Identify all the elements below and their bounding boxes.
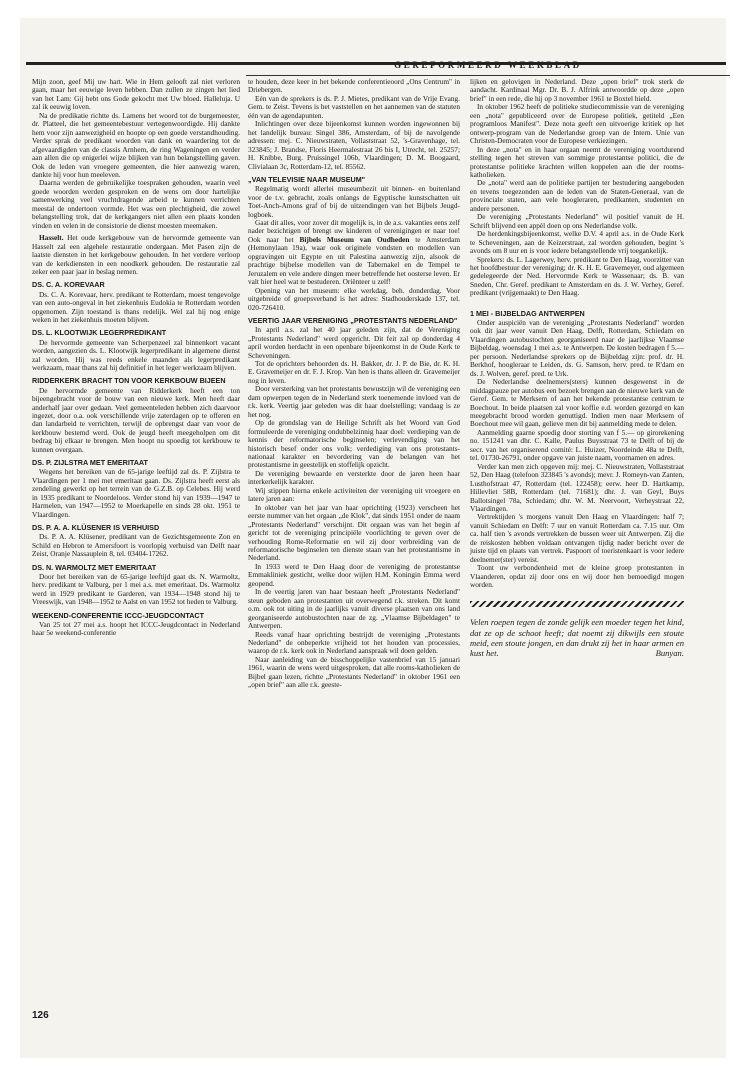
decorative-divider bbox=[470, 601, 684, 607]
paragraph: lijken en gelovigen in Nederland. Deze „open brief" trok sterk de aandacht. Kardinaal Mgr. Dr. B. J. Alfrink antwoordde op deze „open brief" in een rede, die hij op 3 november 1961 te Boxtel hield. bbox=[470, 77, 684, 103]
heading-korevaar: DS. C. A. KOREVAAR bbox=[32, 280, 105, 290]
paragraph: Verder kan men zich opgeven mij: mej. C. Nieuwstraten, Vollaststraat 52, Den Haag (telefoon 323845 's avonds); mevr. J. Romeyn-van Zanten, Lusthofstraat 47, Rotterdam (tel. 122458); eerw. heer D. Hartkamp, Hillevliet 58B, Rotterdam (tel. 71681); dhr. J. van Geyl, Buys Ballotsingel 78a, Schiedam; dhr. W. M. Neervoort, Verheystraat 22, Vlaardingen. bbox=[470, 461, 684, 513]
paragraph: De hervormde gemeente van Scherpenzeel zal binnenkort vacant worden, aangezien ds. L. Klootwijk legerpredikant in algemene dienst zal worden. Hij was reeds enkele maanden als legerpredikant werkzaam, maar thans zal hij definitief in het leger werkzaam blijven. bbox=[32, 337, 240, 372]
column-1 bbox=[32, 78, 240, 638]
paragraph: Ds. P. A. A. Klüsener, predikant van de Gezichtsgemeente Zon en Schild en Hebron te Amersfoort is voorlopig verhuisd van Delft naar Zeist, Oranje Nassauplein 8, tel. 03404-17262. bbox=[32, 532, 240, 559]
page-number: 126 bbox=[32, 1010, 49, 1021]
header-rule bbox=[246, 75, 730, 76]
column-2 bbox=[248, 78, 460, 690]
heading-klootwijk: DS. L. KLOOTWIJK LEGERPREDIKANT bbox=[32, 328, 167, 338]
paragraph: In oktober van het jaar van haar oprichting (1923) verscheen het eerste nummer van het orgaan „de Klok", dat sinds 1951 onder de naam „Protestants Nederland" verschijnt. Dit orgaan was van het begin af gericht tot de vereniging principiële voorlichting te geven over de verhouding Rome-Reformatie en wil zij door verbreiding van de reformatorische beginselen ten dienste staan van het protestantisme in Nederland. bbox=[248, 502, 460, 563]
column-3 bbox=[470, 78, 684, 658]
heading-ridderkerk: RIDDERKERK BRACHT TON VOOR KERKBOUW BIJEEN bbox=[32, 376, 226, 386]
paragraph: De vereniging „Protestants Nederland" wil positief vanuit de H. Schrift blijvend een appèl doen op ons Nederlandse volk. bbox=[470, 212, 684, 230]
paragraph: Sprekers: ds. L. Lagerwey, herv. predikant te Den Haag, voorzitter van het hoofdbestuur der vereniging; dr. K. H. E. Gravemeyer, oud algemeen gedelegeerde der Ned. Hervormde Kerk te Wassenaar; ds. B. van Sneden, Chr. Geref. predikant te Amsterdam en ds. J. W. Verhey, Geref. predikant (vrijgemaakt) te Den Haag. bbox=[470, 254, 684, 298]
paragraph: In april a.s. zal het 40 jaar geleden zijn, dat de Vereniging „Protestants Nederland" werd opgericht. Dit feit zal op donderdag 4 april worden herdacht in een openbare bijeenkomst in de Oude Kerk te Scheveningen. bbox=[248, 325, 460, 360]
paragraph: Naar aanleiding van de bisschoppelijke vastenbrief van 15 januari 1961, waarin de wens werd uitgesproken, dat alle rooms-katholieken de Bijbel gaan lezen, richtte „Protestants Nederland" in oktober 1961 een „open brief" aan alle r.k. geeste- bbox=[248, 654, 460, 690]
paragraph: Regelmatig wordt allerlei museumbezit uit binnen- en buitenland voor de t.v. gebracht, zoals onlangs de Egyptische kunstschatten uit Toet-Anch-Amons graf of bij de uitzendingen van het Bijbels Jeugd-logboek. bbox=[248, 184, 460, 219]
paragraph: Wij stippen hierna enkele activiteiten der vereniging uit vroegere en latere jaren aan: bbox=[248, 485, 460, 504]
paragraph: In oktober 1962 heeft de politieke studiecommissie van de vereniging een „nota" gepubliceerd over de Europese politiek, getiteld „Een programloos Manifest". Deze nota geeft een uitvoerige kritiek op het ontwerp-program van de Nederlandse groep van de Intern. Unie van Christen-Democraten voor de Europese verkiezingen. bbox=[470, 102, 684, 146]
quote-bunyan bbox=[470, 617, 684, 658]
quote-text: Velen roepen tegen de zonde gelijk een moeder tegen het kind, dat ze op de schoot heeft; dat noemt zij dikwijls een stoute meid, een stoute jongen, en dan drukt zij het in haar armen en kust het. bbox=[470, 617, 684, 659]
paragraph: De herdenkingsbijeenkomst, welke D.V. 4 april a.s. in de Oude Kerk te Scheveningen, aan de Keizerstraat, zal worden gehouden, begint 's avonds om 8 uur en is voor iedere belangstellende vrij toegankelijk. bbox=[470, 229, 684, 256]
page-header: GEREFORMEERD WEEKBLAD bbox=[394, 60, 582, 70]
paragraph: Daarna werden de gebruikelijke toespraken gehouden, waarin veel goede woorden werden gesproken en de wens om door hartelijke samenwerking veel vruchtdragende arbeid te kunnen verrichten meestal de ondertoon vormde. Het was een plechtigheid, die zowel belangstelling trok, dat de kerkgangers niet allen een plaats konden vinden en velen in de consistorie de dienst moesten meemaken. bbox=[32, 178, 240, 230]
paragraph: De Nederlandse deelnemers(sters) kunnen desgewenst in de middagpauze per autobus een bezoek brengen aan de nieuwe kerk van de Geref. Gem. te Merksem of aan het bekende protestantse centrum te Boechout. In beide plaatsen zal voor koffie e.d. worden gezorgd en kan meegebracht brood worden genuttigd. Indien men naar Merksem of Boechout mee wil gaan, gelieve men dit bij aanmelding mede te delen. bbox=[470, 377, 684, 429]
heading-klusener: DS. P. A. A. KLÜSENER IS VERHUISD bbox=[32, 523, 160, 533]
paragraph-text: te Amsterdam (Hemonylaan 19a), waar ook originele vondsten en modellen van opgravingen uit Egypte en uit Palestina aanwezig zijn, alsook de prachtige bijbelse modellen van de Tabernakel en de Tempel te Jeruzalem en vele andere dingen meer betreffende het oosterse leven. Er valt hier heel wat te bestuderen. Oriënteer u zelf! bbox=[248, 234, 460, 287]
paragraph: Mijn zoon, geef Mij uw hart. Wie in Hem gelooft zal niet verloren gaan, maar het eeuwige leven hebben. Dan zullen ze zingen het lied van het Lam: Gij hebt ons Gode gekocht met Uw bloed. Halleluja. U zal ik eeuwig loven. bbox=[32, 77, 240, 112]
paragraph: Vertrektijden 's morgens vanuit Den Haag en Vlaardingen: half 7; vanuit Schiedam en Delft: 7 uur en vanuit Rotterdam ca. 7.15 uur. Om ca. half tien 's avonds vertrekken de bussen weer uit Antwerpen. Zij die de reiskosten hebben voldaan ontvangen tijdig nader bericht over de juiste tijd en plaats van vertrek. Paspoort of toeristenkaart is voor iedere deelnemer(ster) vereist. bbox=[470, 512, 684, 564]
paragraph: Eén van de sprekers is ds. P. J. Mietes, predikant van de Vrije Evang. Gem. te Zeist. Tevens is het vaststellen en het aannemen van de statuten één van de agendapunten. bbox=[248, 93, 460, 120]
paragraph: Toont uw verbondenheid met de kleine groep protestanten in Vlaanderen, opdat zij door ons en wij door hen bemoedigd mogen worden. bbox=[470, 563, 684, 590]
heading-warmoltz: DS. N. WARMOLTZ MET EMERITAAT bbox=[32, 562, 157, 572]
paragraph: De „nota" werd aan de politieke partijen ter bestudering aangeboden en tevens toegezonden aan de leden van de Staten-Generaal, van de provinciale staten, aan vele hoogleraren, predikanten, studenten en andere personen. bbox=[470, 178, 684, 213]
paragraph-text: Het oude kerkgebouw van de hervormde gemeente van Hasselt zal een algehele restauratie ondergaan. Met Pasen zijn de laatste diensten in het kerkgebouw gehouden. In het verdere verloop van de kerkdiensten in een noodkerk gehouden. De restauratie zal zeker een paar jaar in beslag nemen. bbox=[32, 233, 241, 276]
paragraph: In de veertig jaren van haar bestaan heeft „Protestants Nederland" steun geboden aan protestanten uit overwegend r.k. streken. Dit komt o.m. ook tot uiting in de jaarlijks vanuit diverse plaatsen van ons land georganiseerde autobustochten naar de zg. „Vlaamse Bijbeldagen" te Antwerpen. bbox=[248, 587, 460, 631]
paragraph: In deze „nota" en in haar orgaan neemt de vereniging voortdurend stelling tegen het streven van sommige protestantse politici, die de protestantse politieke krachten willen koppelen aan die der rooms-katholieken. bbox=[470, 144, 684, 179]
heading-veertig-jaar: VEERTIG JAAR VERENIGING „PROTESTANTS NEDERLAND" bbox=[248, 315, 458, 325]
paragraph: Inlichtingen over deze bijeenkomst kunnen worden ingewonnen bij het landelijk bureau: Singel 386, Amsterdam, of bij de navolgende adressen: mej. C. Nieuwstraten, Vollaststraat 52, 's-Gravenhage, tel. 323845; J. Brandse, Floris Heermalestraat 26 bis I, Utrecht, tel. 25257; H. Knibbe, Burg. Pruissingel 106b, Vlaardingen; D. M. Boogaard, Clivialaan 3c, Rotterdam-12, tel. 85562. bbox=[248, 119, 460, 171]
museum-name: Bijbels Museum van Oudheden bbox=[299, 234, 410, 244]
paragraph: Op de grondslag van de Heilige Schrift als het Woord van God formuleerde de vereniging ondubbelzinnig haar doel: verdieping van de kennis der reformatorische beginselen; verlevendiging van het historisch besef onder ons volk; verdediging van ons protestants-nationaal karakter en bevordering van de belangen van het protestantisme in geestelijk en stoffelijk opzicht. bbox=[248, 418, 460, 470]
paragraph: Na de predikatie richtte ds. Lamens het woord tot de burgemeester, dr. Platteel, die het gemeentebestuur vertegenwoordigde. Hij dankte hem voor zijn aanwezigheid en hoopte op een goede verstandhouding. Verder sprak de predikant woorden van dank en waardering tot de afgevaardigden van de classis Arnhem, de ring Wageningen en verder aan allen die op enigerlei wijze blijken van hun belangstelling gaven. Ook de leden van vroegere gemeenten, die hier aanwezig waren, dankte hij voor hun meeleven. bbox=[32, 110, 240, 179]
paragraph: Door het bereiken van de 65-jarige leeftijd gaat ds. N. Warmoltz, herv. predikant te Valburg, per 1 mei a.s. met emeritaat. Ds. Warmoltz werd in 1929 predikant te Garderen, van 1934—1948 stond hij te Vreeswijk, van 1948—1952 te Aalst en van 1952 tot heden te Valburg. bbox=[32, 571, 240, 607]
paragraph: Aanmelding gaarne spoedig door storting van f 5.— op girorekening no. 151241 van dhr. C. Kalle, Paulus Buysstraat 73 te Delft of bij de secr. van het organiserend comité: L. Huizer, Noordeinde 48a te Delft, tel. 01730-26791, onder opgave van juiste naam, voornamen en adres. bbox=[470, 427, 684, 463]
paragraph: In 1933 werd te Den Haag door de vereniging de protestantse Emmakliniek gesticht, welke door wijlen H.M. Koningin Emma werd geopend. bbox=[248, 561, 460, 588]
paragraph: Tot de oprichters behoorden ds. H. Bakker, dr. J. P. de Bie, dr. K. H. E. Gravemeijer en dr. F. J. Krop. Van hen is thans alleen dr. Gravemeijer nog in leven. bbox=[248, 359, 460, 385]
quote-author: Bunyan. bbox=[655, 648, 684, 659]
paragraph-hasselt bbox=[32, 234, 240, 276]
paragraph: Opening van het museum: elke werkdag, beh. donderdag. Voor uitgebreide of groepsverband is het adres: Stadhouderskade 137, tel. 020-726410. bbox=[248, 285, 460, 312]
heading-television-museum: „VAN TELEVISIE NAAR MUSEUM" bbox=[248, 174, 366, 184]
paragraph: Van 25 tot 27 mei a.s. hoopt het ICCC-Jeugdcontact in Nederland haar 5e weekend-conferentie bbox=[32, 619, 240, 638]
paragraph-text: Gaat dit alles, voor zover dit mogelijk is, in de a.s. vakanties eens zelf nader bezichtigen of brengt uw kinderen of verenigingen er naar toe! Ook naar het bbox=[248, 218, 460, 244]
heading-zijlstra: DS. P. ZIJLSTRA MET EMERITAAT bbox=[32, 458, 148, 468]
paragraph: te houden, deze keer in het bekende conferentieoord „Ons Centrum" in Driebergen. bbox=[248, 77, 460, 95]
paragraph: De hervormde gemeente van Ridderkerk heeft een ton bijeengebracht voor de bouw van een nieuwe kerk. Men heeft daar anderhalf jaar over gedaan. Veel gemeenteleden hebben zich daarvoor ingezet, door o.a. ook verschillende vrije zaterdagen op te offeren en dan landarbeid te verrichten, terwijl de opbrengst daar van voor de kerkbouw bestemd werd. Ook de jeugd heeft meegeholpen om dit bedrag bij elkaar te brengen. Men hoopt nu spoedig tot kerkbouw te kunnen overgaan. bbox=[32, 385, 240, 454]
paragraph: Reeds vanaf haar oprichting bestrijdt de vereniging „Protestants Nederland" de onbeperkte vrijheid tot het houden van processies, waarop de r.k. kerk ook in Nederland aanspraak wil doen gelden. bbox=[248, 629, 460, 656]
paragraph: De vereniging bewaarde en versterkte door de jaren heen haar interkerkelijk karakter. bbox=[248, 468, 460, 487]
paragraph: Ds. C. A. Korevaar, herv. predikant te Rotterdam, moest tengevolge van een auto-ongeval in het ziekenhuis Eudokia te Rotterdam worden opgenomen. Zijn toestand is thans redelijk. Wel zal hij nog enige weken in het ziekenhuis moeten blijven. bbox=[32, 289, 240, 324]
paragraph: Onder auspiciën van de vereniging „Protestants Nederland" worden ook dit jaar weer vanuit Den Haag, Delft, Rotterdam, Schiedam en Vlaardingen autobustochten georganiseerd naar de jaarlijkse Vlaamse Bijbeldag, woensdag 1 mei a.s. te Antwerpen. De kosten bedragen f 5.— per persoon. Nederlandse sprekers op de Bijbeldag zijn: prof. dr. H. Berkhof, hoogleraar te Leiden, ds. G. Samson, herv. pred. te R'dam en ds. J. Wolven, geref. pred. te Urk. bbox=[470, 317, 684, 378]
heading-iccc: WEEKEND-CONFERENTIE ICCC-JEUGDCONTACT bbox=[32, 610, 204, 620]
paragraph: Door versterking van het protestants bewustzijn wil de vereniging een dam opwerpen tegen de in Nederland sterk toenemende invloed van de r.k. kerk. Veertig jaar geleden was dit haar doelstelling; vandaag is ze het nog. bbox=[248, 384, 460, 419]
paragraph-museum bbox=[248, 219, 460, 287]
lead-hasselt: Hasselt. bbox=[39, 233, 64, 243]
paragraph: Wegens het bereiken van de 65-jarige leeftijd zal ds. P. Zijlstra te Vlaardingen per 1 mei met emeritaat gaan. Ds. Zijlstra heeft eerst als zendeling gewerkt op het terrein van de G.Z.B. op Celebes. Hij werd in 1935 predikant te Noordeloos. Verder stond hij van 1939—1947 te Harmelen, van 1947—1952 te Moerkapelle en sinds 28 okt. 1951 te Vlaardingen. bbox=[32, 467, 240, 519]
heading-bijbeldag: 1 MEI - BIJBELDAG ANTWERPEN bbox=[470, 308, 585, 318]
